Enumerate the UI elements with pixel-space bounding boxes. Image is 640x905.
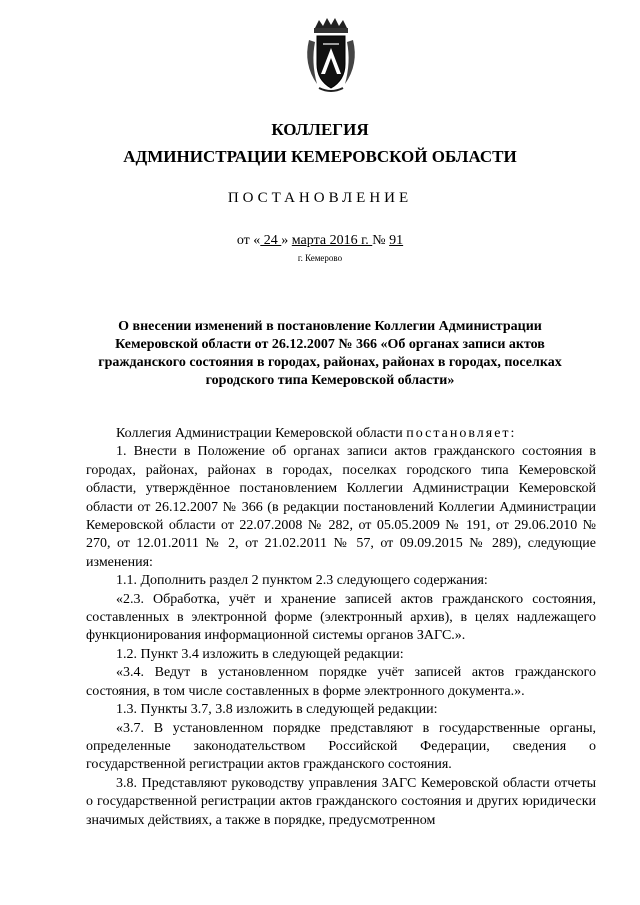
date-day: 24 — [260, 233, 282, 248]
intro-paragraph — [86, 425, 596, 443]
body-paragraph: 1.3. Пункты 3.7, 3.8 изложить в следующей редакции: — [116, 702, 438, 718]
intro-text: Коллегия Администрации Кемеровской области — [116, 426, 407, 441]
org-name-line1: КОЛЛЕГИЯ — [271, 120, 369, 139]
number-prefix: № — [372, 233, 390, 248]
coat-of-arms-kemerovo-icon — [301, 18, 361, 94]
document-city: г. Кемерово — [297, 253, 343, 263]
document-number: 91 — [389, 233, 404, 248]
date-mid: » — [281, 233, 292, 248]
body-paragraph: 1. Внести в Положение об органах записи актов гражданского состояния в городах, районах, районах в городах, поселках городского типа Кемеровской области, утверждённое постановлением Коллегии Администрации Кемеровской области от 26.12.2007 № 366 (в редакции постановлений Коллегии Администрации Кемеровской области от 22.07.2008 № 282, от 05.05.2009 № 191, от 29.06.2010 № 270, от 12.01.2011 № 2, от 21.02.2011 № 57, от 09.09.2015 № 289), следующие изменения: — [86, 444, 596, 570]
intro-decree-word: постановляет: — [406, 426, 517, 441]
body-paragraph: «3.7. В установленном порядке представляют в государственные органы, определенные законодательством Российской Федерации, сведения о государственной регистрации актов гражданского состояния. — [86, 720, 596, 773]
body-paragraph: «3.4. Ведут в установленном порядке учёт записей актов гражданского состояния, в том числе составленных в форме электронного документа.». — [86, 665, 596, 699]
document-type: ПОСТАНОВЛЕНИЕ — [227, 190, 413, 206]
org-name-line2: АДМИНИСТРАЦИИ КЕМЕРОВСКОЙ ОБЛАСТИ — [123, 147, 517, 166]
body-paragraph: 1.2. Пункт 3.4 изложить в следующей редакции: — [116, 646, 404, 662]
date-month-year: марта 2016 г. — [291, 233, 373, 248]
date-prefix: от « — [236, 233, 261, 248]
body-paragraph: 3.8. Представляют руководству управления ЗАГС Кемеровской области отчеты о государственной регистрации актов гражданского состояния и других юридически значимых действиях, а также в порядке, предусмотренном — [86, 775, 596, 828]
body-paragraph: 1.1. Дополнить раздел 2 пунктом 2.3 следующего содержания: — [116, 573, 488, 589]
document-title: О внесении изменений в постановление Коллегии Администрации Кемеровской области от 26.12.2007 № 366 «Об органах записи актов гражданского состояния в городах, районах, районах в городах, поселках городского типа Кемеровской области» — [98, 319, 562, 388]
body-paragraph: «2.3. Обработка, учёт и хранение записей актов гражданского состояния, составленных в электронной форме (электронный архив), в целях надлежащего функционирования информационной системы органов ЗАГС.». — [86, 591, 596, 644]
document-body — [86, 425, 596, 830]
document-date-line — [0, 233, 640, 249]
